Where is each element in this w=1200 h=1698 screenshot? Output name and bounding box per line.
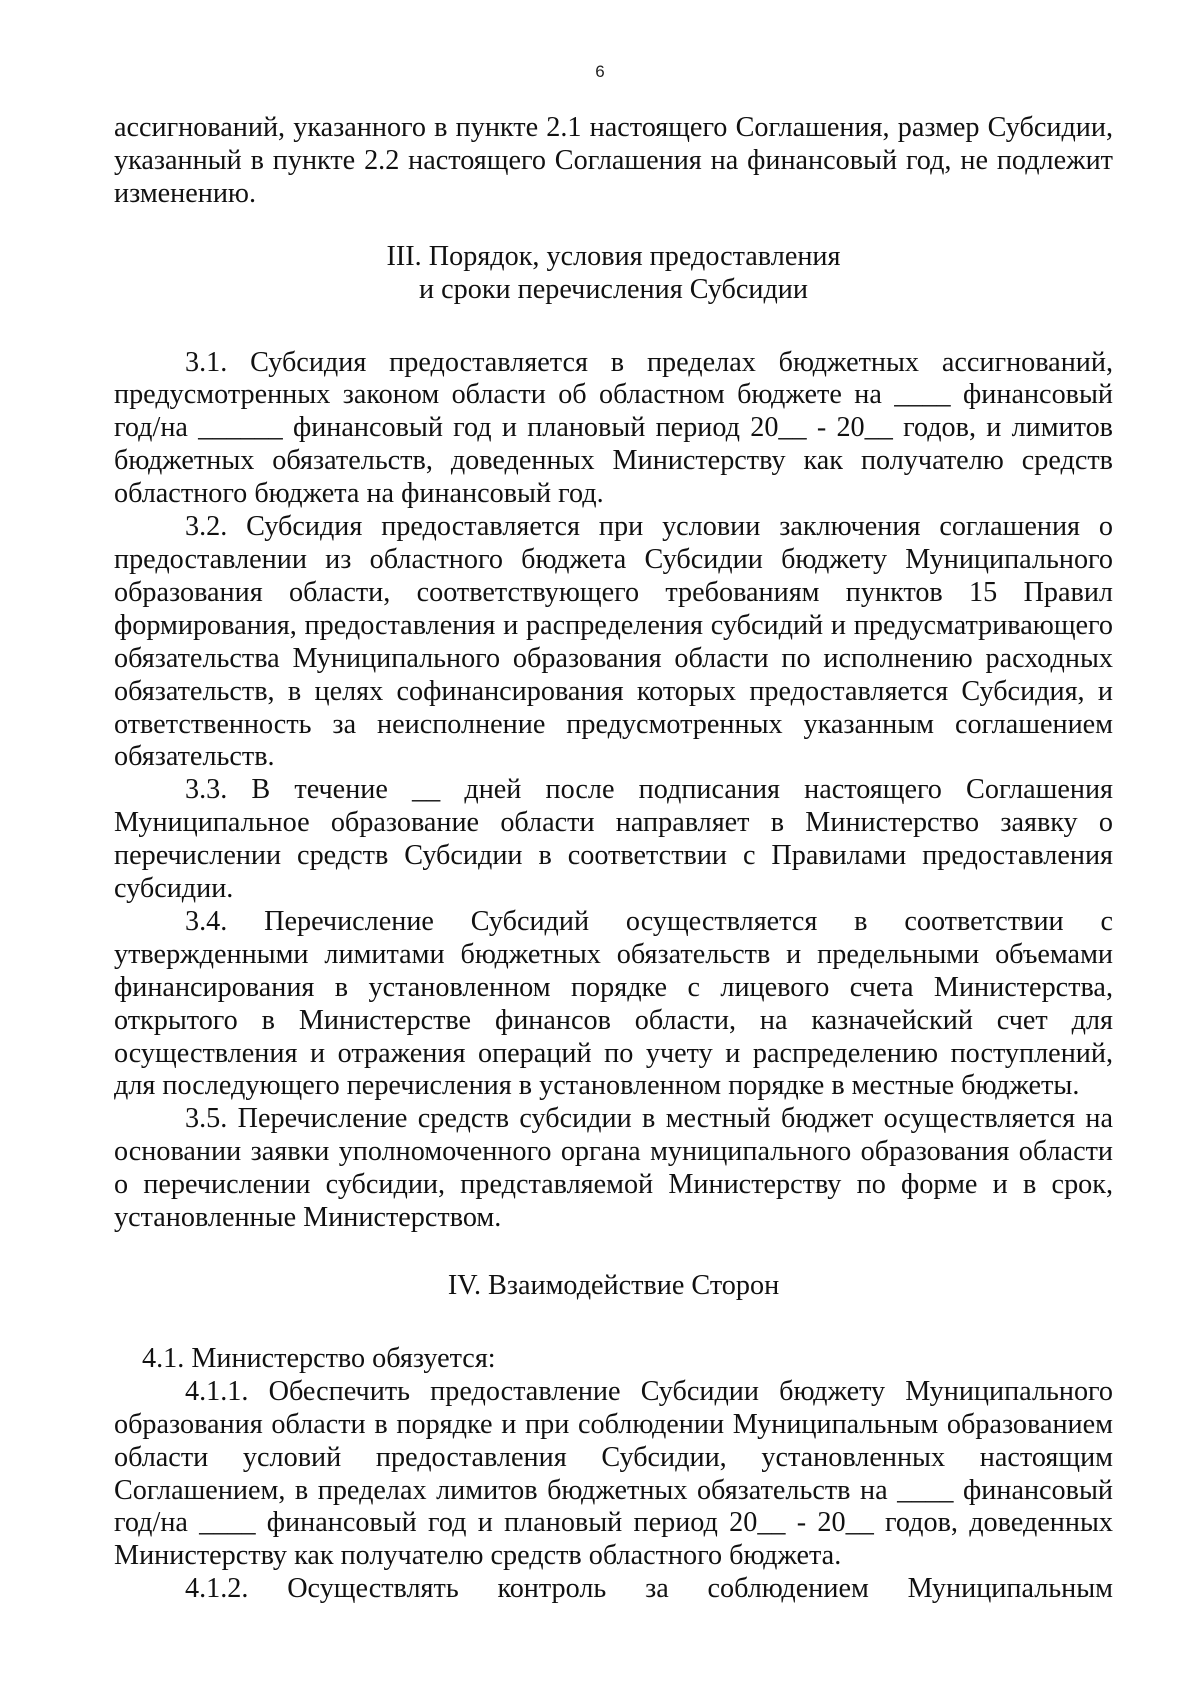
section-3-heading — [114, 241, 1113, 307]
section-3-heading-line-1: III. Порядок, условия предоставления — [386, 240, 841, 272]
paragraph-3-4: 3.4. Перечисление Субсидий осуществляется в соответствии с утвержденными лимитами бюджетных обязательств и предельными объемами финансирования в установленном порядке с лицевого счета Министерства, открытого в Министерстве финансов области, на казначейский счет для осуществления и отражения операций по учету и распределению поступлений, для последующего перечисления в установленном порядке в местные бюджеты. — [114, 905, 1113, 1102]
paragraph-4-1-2: 4.1.2. Осуществлять контроль за соблюдением Муниципальным — [185, 1573, 1113, 1605]
paragraph-3-3: 3.3. В течение __ дней после подписания настоящего Соглашения Муниципальное образование области направляет в Министерство заявку о перечислении средств Субсидии в соответствии с Правилами предоставления субсидии. — [114, 774, 1113, 905]
page-number: 6 — [595, 62, 605, 81]
paragraph-3-2: 3.2. Субсидия предоставляется при условии заключения соглашения о предоставлении из областного бюджета Субсидии бюджету Муниципального образования области, соответствующего требованиям пунктов 15 Правил формирования, предоставления и распределения субсидий и предусматривающего обязательства Муниципального образования области по исполнению расходных обязательств, в целях софинансирования которых предоставляется Субсидия, и ответственность за неисполнение предусмотренных указанным соглашением обязательств. — [114, 511, 1113, 773]
section-4-heading: IV. Взаимодействие Сторон — [447, 1270, 780, 1301]
paragraph-3-5: 3.5. Перечисление средств субсидии в местный бюджет осуществляется на основании заявки уполномоченного органа муниципального образования области о перечислении субсидии, представляемой Министерству по форме и в срок, установленные Министерством. — [114, 1103, 1113, 1234]
paragraph-4-1: 4.1. Министерство обязуется: — [142, 1342, 496, 1374]
paragraph-3-1: 3.1. Субсидия предоставляется в пределах бюджетных ассигнований, предусмотренных законом области об областном бюджете на ____ финансовый год/на ______ финансовый год и плановый период 20__ - 20__ годов, и лимитов бюджетных обязательств, доведенных Министерству как получателю средств областного бюджета на финансовый год. — [114, 346, 1113, 510]
document-body — [114, 112, 1113, 1606]
section-3-heading-line-2: и сроки перечисления Субсидии — [419, 273, 808, 305]
paragraph-4-1-1: 4.1.1. Обеспечить предоставление Субсидии бюджету Муниципального образования области в порядке и при соблюдении Муниципальным образованием области условий предоставления Субсидии, установленных настоящим Соглашением, в пределах лимитов бюджетных обязательств на ____ финансовый год/на ____ финансовый год и плановый период 20__ - 20__ годов, доведенных Министерству как получателю средств областного бюджета. — [114, 1375, 1113, 1572]
paragraph-intro: ассигнований, указанного в пункте 2.1 настоящего Соглашения, размер Субсидии, указанный в пункте 2.2 настоящего Соглашения на финансовый год, не подлежит изменению. — [114, 112, 1113, 209]
